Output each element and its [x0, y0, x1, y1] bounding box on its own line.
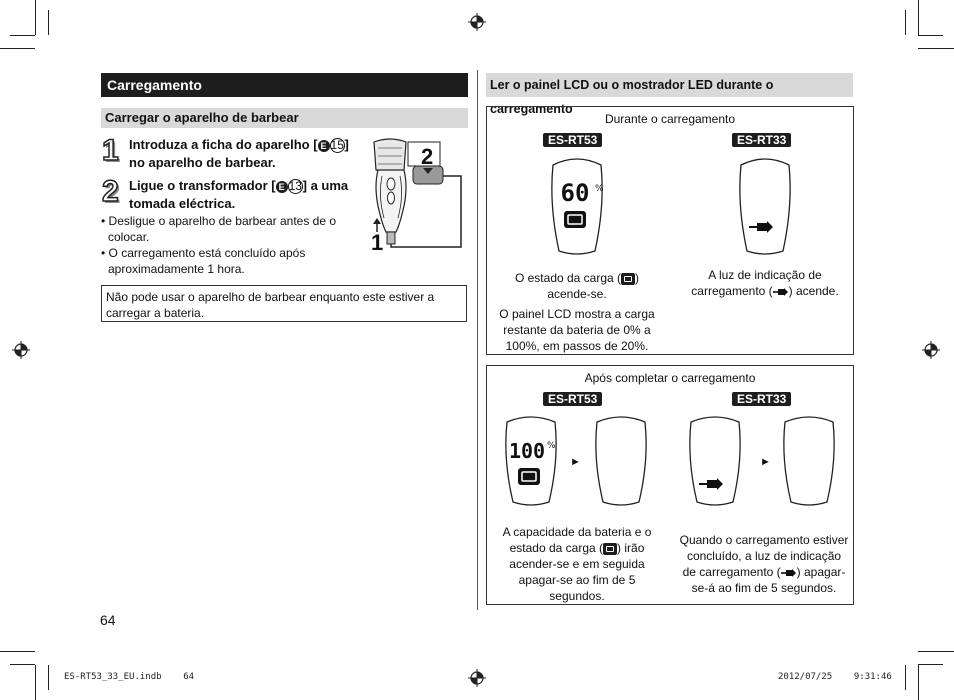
- lcd-display: [547, 151, 607, 259]
- crop-mark: [905, 10, 906, 35]
- crop-mark: [918, 48, 954, 49]
- crop-mark: [0, 48, 35, 49]
- bullet-item: • O carregamento está concluído após aproximadamente 1 hora.: [101, 246, 306, 276]
- subsection-title: Carregar o aparelho de barbear: [101, 108, 468, 128]
- note-box: Não pode usar o aparelho de barbear enquanto este estiver a carregar a bateria.: [101, 285, 467, 322]
- lcd-description-text: O painel LCD mostra a carga restante da bateria de 0% a 100%, em passos de 20%.: [499, 307, 655, 353]
- charge-status-icon: [603, 543, 617, 555]
- led-description-text: A luz de indicação de carregamento ( ) acende.: [691, 268, 839, 298]
- right-header: Ler o painel LCD ou o mostrador LED durante o carregamento: [486, 73, 853, 97]
- footer-file-info: ES-RT53_33_EU.indb 64: [64, 672, 195, 682]
- model-badge: ES-RT53: [543, 392, 602, 406]
- transition-arrow-icon: ►: [760, 456, 771, 468]
- registration-mark-icon: [468, 13, 486, 31]
- model-badge: ES-RT53: [543, 133, 602, 147]
- footer-datetime: 2012/07/25 9:31:46: [778, 672, 892, 682]
- lcd-display-off: [591, 410, 651, 510]
- lcd-percent-unit: %: [595, 184, 604, 194]
- led-display-on: [685, 410, 745, 510]
- step-number-2: 2: [102, 175, 119, 208]
- crop-mark: [35, 665, 36, 700]
- model-badge: ES-RT33: [732, 392, 791, 406]
- crop-mark: [10, 664, 35, 665]
- illustration-label-2: 2: [421, 144, 434, 169]
- reference-badge: E: [276, 181, 288, 193]
- charging-plug-icon: [781, 568, 797, 578]
- crop-mark: [10, 35, 35, 36]
- crop-mark: [918, 665, 919, 700]
- model-badge: ES-RT33: [732, 133, 791, 147]
- lcd-display-full: [501, 410, 561, 510]
- reference-number: 15: [330, 138, 344, 153]
- step-2-text: Ligue o transformador [ E 13] a uma tomada eléctrica.: [129, 178, 349, 211]
- crop-mark: [48, 10, 49, 35]
- column-divider: [477, 70, 478, 610]
- crop-mark: [918, 35, 943, 36]
- charge-status-text: O estado da carga ( ) acende-se.: [514, 271, 640, 301]
- step-1-text: Introduza a ficha do aparelho [ E 15] no aparelho de barbear.: [129, 137, 349, 170]
- bullet-item: • Desligue o aparelho de barbear antes de o colocar.: [101, 214, 337, 244]
- page-number: 64: [100, 612, 116, 628]
- crop-mark: [918, 0, 919, 35]
- led-display: [735, 151, 795, 259]
- lcd-percent-value: 100: [508, 439, 546, 463]
- panel-caption: Após completar o carregamento: [584, 371, 756, 385]
- crop-mark: [48, 665, 49, 690]
- registration-mark-icon: [12, 341, 30, 359]
- battery-capacity-text: A capacidade da bateria e o estado da carga ( ) irão acender-se e em seguida apagar-se ao fim de 5 segundos.: [502, 525, 652, 603]
- led-display-off: [779, 410, 839, 510]
- section-title: Carregamento: [101, 73, 468, 97]
- illustration-label-1: 1: [371, 230, 384, 255]
- crop-mark: [918, 651, 954, 652]
- crop-mark: [905, 665, 906, 690]
- registration-mark-icon: [468, 669, 486, 687]
- led-off-text: Quando o carregamento estiver concluído, a luz de indicação de carregamento ( ) apagar- se-á ao fim de 5 segundos.: [679, 533, 849, 595]
- registration-mark-icon: [922, 341, 940, 359]
- reference-number: 13: [288, 179, 302, 194]
- panel-after-charging: [486, 365, 854, 605]
- charge-status-icon: [621, 273, 635, 285]
- panel-during-charging: [486, 106, 854, 355]
- charging-plug-icon: [773, 287, 789, 297]
- reference-badge: E: [318, 140, 330, 152]
- lcd-percent-value: 60: [560, 179, 590, 207]
- crop-mark: [35, 0, 36, 35]
- crop-mark: [0, 651, 35, 652]
- step-number-1: 1: [102, 134, 119, 167]
- panel-caption: Durante o carregamento: [604, 112, 736, 126]
- crop-mark: [918, 664, 943, 665]
- transition-arrow-icon: ►: [570, 456, 581, 468]
- lcd-percent-unit: %: [547, 441, 556, 451]
